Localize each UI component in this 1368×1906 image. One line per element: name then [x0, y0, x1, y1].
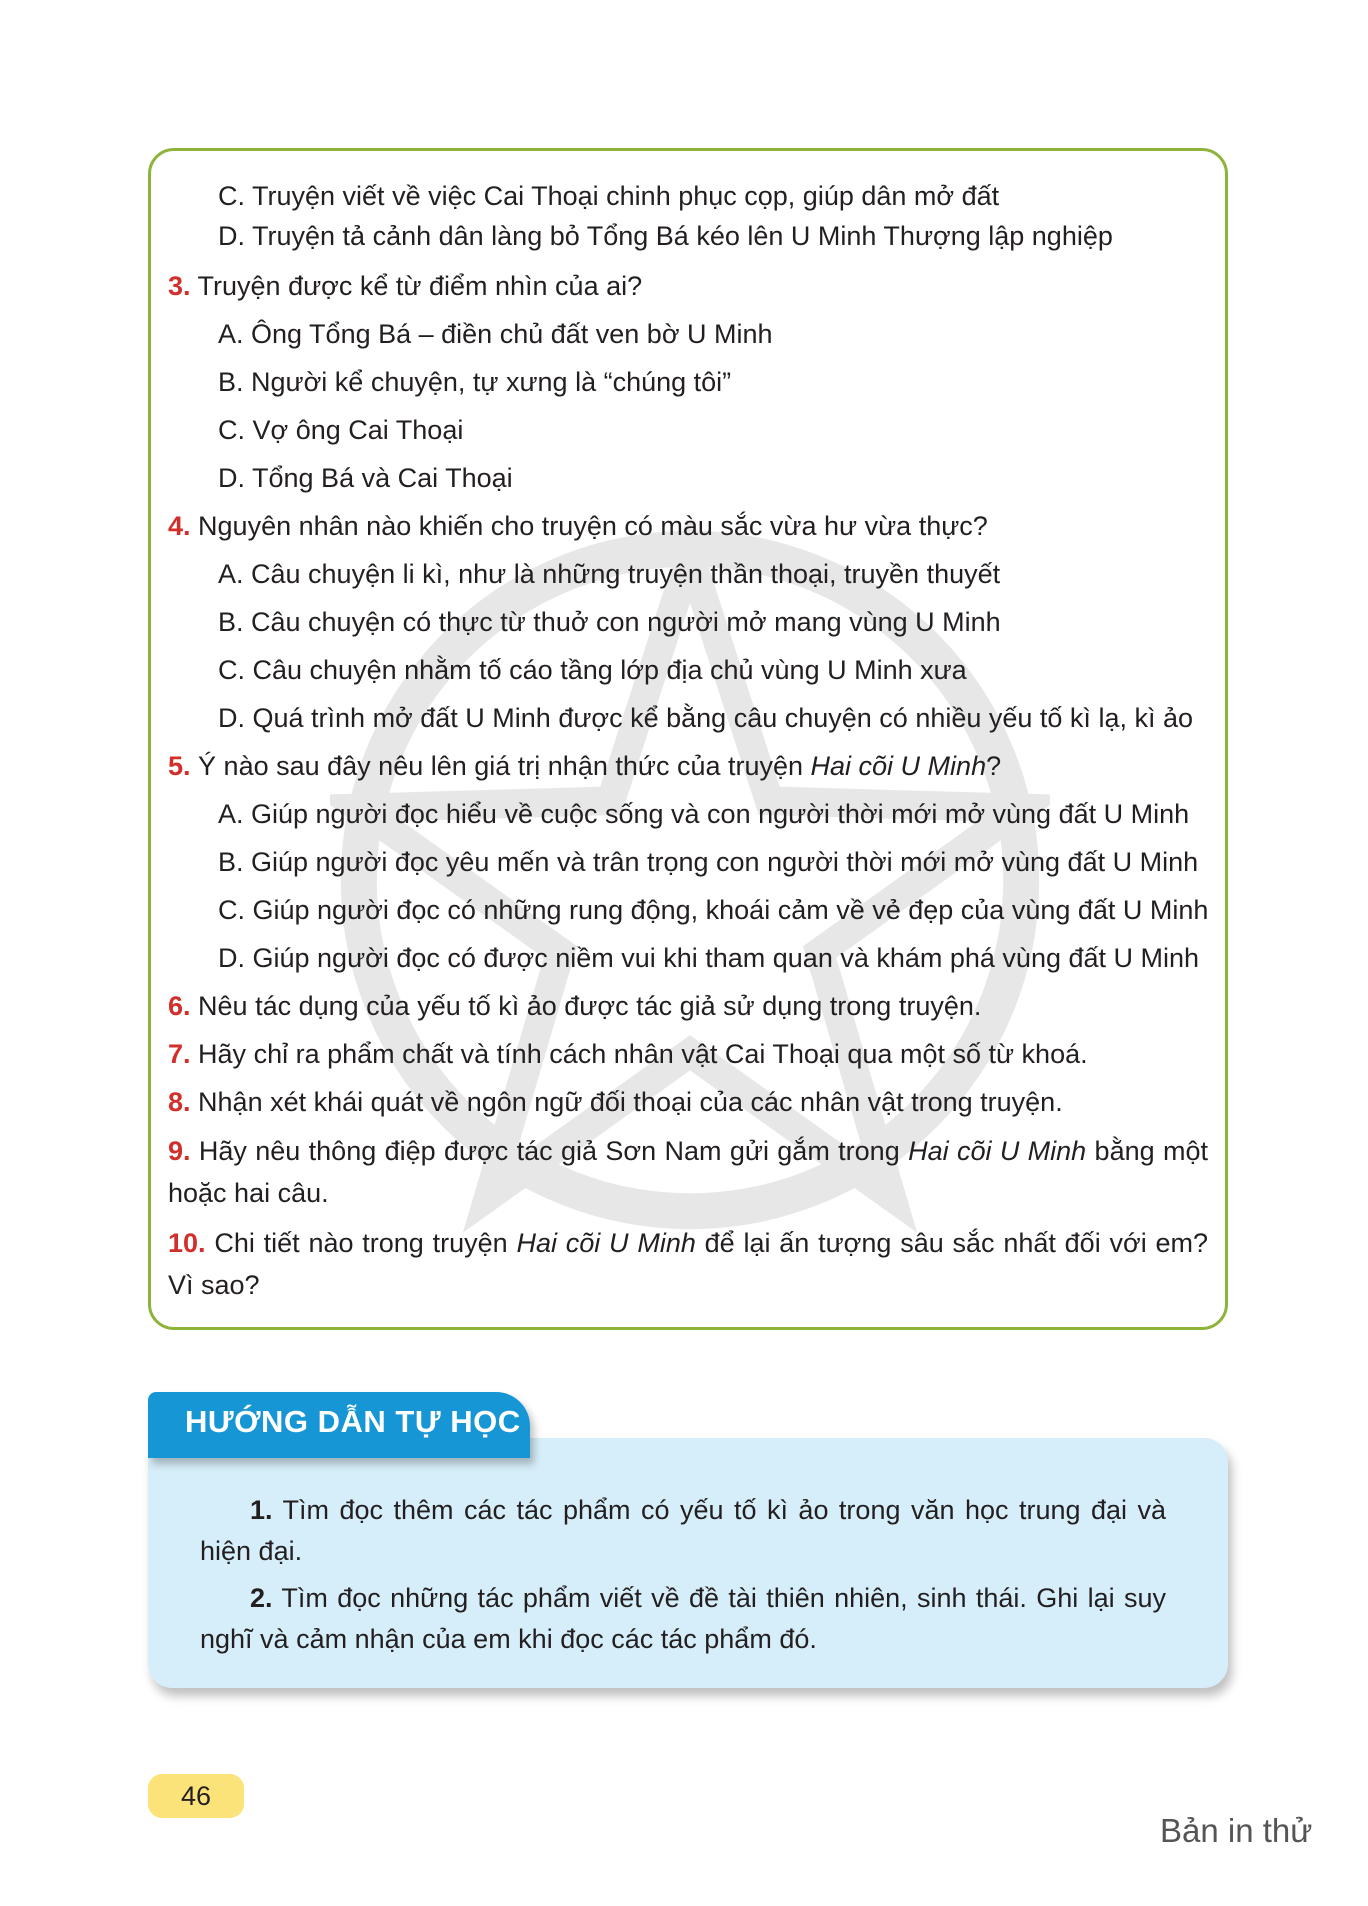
question-4 [168, 506, 988, 546]
draft-label: Bản in thử [1160, 1812, 1313, 1849]
q3-option-a: A. Ông Tổng Bá – điền chủ đất ven bờ U Minh [218, 319, 773, 349]
question-number: 10. [168, 1228, 206, 1258]
question-6 [168, 986, 981, 1026]
question-text: Truyện được kể từ điểm nhìn của ai? [197, 271, 643, 301]
question-text: Nguyên nhân nào khiến cho truyện có màu sắc vừa hư vừa thực? [198, 511, 988, 541]
question-number: 6. [168, 991, 191, 1021]
question-text: Hãy chỉ ra phẩm chất và tính cách nhân vật Cai Thoại qua một số từ khoá. [198, 1039, 1088, 1069]
question-8 [168, 1082, 1063, 1122]
question-9 [168, 1130, 1208, 1214]
question-text: Nhận xét khái quát về ngôn ngữ đối thoại của các nhân vật trong truyện. [198, 1087, 1063, 1117]
q5-option-c: C. Giúp người đọc có những rung động, khoái cảm về vẻ đẹp của vùng đất U Minh [218, 895, 1209, 925]
question-number: 5. [168, 751, 191, 781]
question-number: 4. [168, 511, 191, 541]
question-3 [168, 266, 642, 306]
guide-item-text: Tìm đọc thêm các tác phẩm có yếu tố kì ảo trong văn học trung đại và hiện đại. [200, 1495, 1166, 1566]
guide-item-number: 2. [250, 1583, 273, 1613]
question-5 [168, 746, 1001, 786]
question-text-end: để lại ấn tượng sâu sắc nhất đối với em? Vì sao? [168, 1228, 1208, 1300]
page-number: 46 [148, 1774, 244, 1818]
q4-option-c: C. Câu chuyện nhằm tố cáo tầng lớp địa chủ vùng U Minh xưa [218, 655, 967, 685]
q2-option-c: C. Truyện viết về việc Cai Thoại chinh phục cọp, giúp dân mở đất [218, 181, 1000, 211]
q5-option-a: A. Giúp người đọc hiểu về cuộc sống và con người thời mới mở vùng đất U Minh [218, 799, 1190, 829]
q5-option-b: B. Giúp người đọc yêu mến và trân trọng con người thời mới mở vùng đất U Minh [218, 847, 1199, 877]
question-text: Hãy nêu thông điệp được tác giả Sơn Nam gửi gắm trong [198, 1136, 909, 1166]
question-10 [168, 1222, 1208, 1306]
question-number: 9. [168, 1136, 191, 1166]
guide-item-number: 1. [250, 1495, 273, 1525]
q4-option-d: D. Quá trình mở đất U Minh được kể bằng câu chuyện có nhiều yếu tố kì lạ, kì ảo [218, 703, 1193, 733]
q2-option-d: D. Truyện tả cảnh dân làng bỏ Tổng Bá kéo lên U Minh Thượng lập nghiệp [218, 221, 1113, 251]
guide-item-1 [200, 1490, 1166, 1572]
question-text: Nêu tác dụng của yếu tố kì ảo được tác giả sử dụng trong truyện. [198, 991, 982, 1021]
q4-option-b: B. Câu chuyện có thực từ thuở con người mở mang vùng U Minh [218, 607, 1001, 637]
guide-item-text: Tìm đọc những tác phẩm viết về đề tài thiên nhiên, sinh thái. Ghi lại suy nghĩ và cảm nhận của em khi đọc các tác phẩm đó. [200, 1583, 1166, 1654]
question-text-end: bằng một hoặc hai câu. [168, 1136, 1208, 1208]
q3-option-b: B. Người kể chuyện, tự xưng là “chúng tôi” [218, 367, 732, 397]
q3-option-d: D. Tổng Bá và Cai Thoại [218, 463, 513, 493]
question-number: 7. [168, 1039, 191, 1069]
work-title: Hai cõi U Minh [516, 1228, 696, 1258]
question-number: 3. [168, 271, 191, 301]
work-title: Hai cõi U Minh [810, 751, 987, 781]
self-study-title: HƯỚNG DẪN TỰ HỌC [185, 1404, 521, 1439]
q3-option-c: C. Vợ ông Cai Thoại [218, 415, 464, 445]
question-text-end: ? [986, 751, 1002, 781]
question-7 [168, 1034, 1088, 1074]
work-title: Hai cõi U Minh [908, 1136, 1087, 1166]
guide-item-2 [200, 1578, 1166, 1660]
question-text: Ý nào sau đây nêu lên giá trị nhận thức của truyện [198, 751, 811, 781]
q4-option-a: A. Câu chuyện li kì, như là những truyện thần thoại, truyền thuyết [218, 559, 1001, 589]
q5-option-d: D. Giúp người đọc có được niềm vui khi tham quan và khám phá vùng đất U Minh [218, 943, 1200, 973]
question-number: 8. [168, 1087, 191, 1117]
question-text: Chi tiết nào trong truyện [214, 1228, 517, 1258]
